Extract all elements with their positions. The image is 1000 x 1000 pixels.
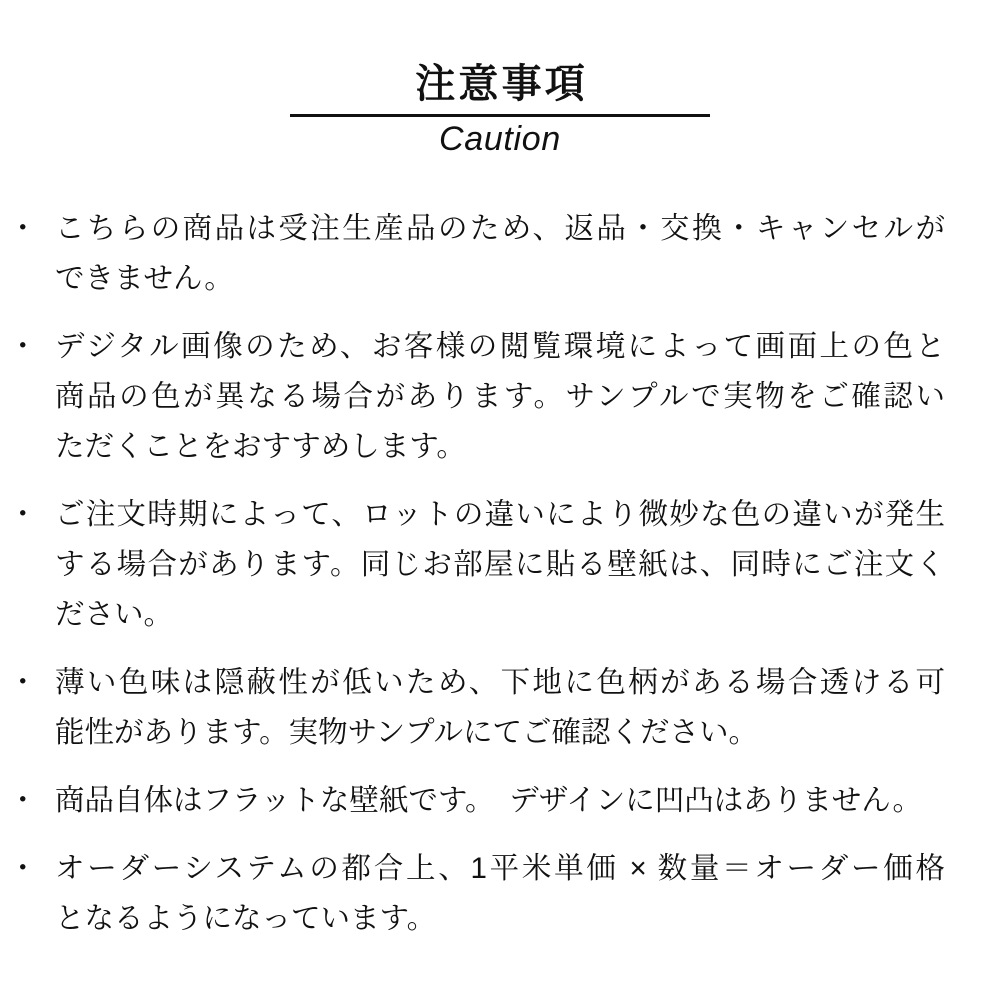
page-subtitle: Caution — [439, 120, 561, 158]
caution-item-5 — [8, 776, 945, 826]
caution-item-2 — [8, 322, 945, 472]
caution-item-4 — [8, 658, 945, 758]
caution-text-line: オーダーシステムの都合上、1平米単価 × 数量＝オーダー価格 — [55, 852, 945, 885]
caution-text-line: する場合があります。同じお部屋に貼る壁紙は、同時にご注文く — [55, 548, 945, 581]
caution-item-text — [55, 490, 945, 640]
bullet-icon: ・ — [8, 784, 38, 817]
caution-item-text — [55, 844, 945, 944]
caution-list — [0, 204, 1000, 944]
caution-item-text — [55, 776, 945, 826]
bullet-icon: ・ — [8, 852, 38, 885]
caution-text-line: できません。 — [55, 262, 234, 295]
caution-text-line: となるようになっています。 — [55, 902, 437, 935]
caution-item-6 — [8, 844, 945, 944]
bullet-icon: ・ — [8, 666, 38, 699]
caution-item-text — [55, 204, 945, 304]
caution-text-line: デジタル画像のため、お客様の閲覧環境によって画面上の色と — [55, 330, 945, 363]
caution-text-line: ただくことをおすすめします。 — [55, 430, 466, 463]
caution-item-1 — [8, 204, 945, 304]
bullet-icon: ・ — [8, 212, 38, 245]
caution-item-text — [55, 658, 945, 758]
caution-text-line: 能性があります。実物サンプルにてご確認ください。 — [55, 716, 758, 749]
caution-item-3 — [8, 490, 945, 640]
caution-text-line: 薄い色味は隠蔽性が低いため、下地に色柄がある場合透ける可 — [55, 666, 945, 699]
caution-item-text — [55, 322, 945, 472]
bullet-icon: ・ — [8, 330, 38, 363]
caution-text-line: こちらの商品は受注生産品のため、返品・交換・キャンセルが — [55, 212, 945, 245]
bullet-icon: ・ — [8, 498, 38, 531]
page-header — [0, 0, 1000, 159]
page-title: 注意事項 — [415, 62, 588, 106]
caution-text-line: ご注文時期によって、ロットの違いにより微妙な色の違いが発生 — [55, 498, 945, 531]
caution-text-line: 商品自体はフラットな壁紙です。 デザインに凹凸はありません。 — [55, 784, 923, 817]
caution-text-line: 商品の色が異なる場合があります。サンプルで実物をご確認い — [55, 380, 945, 413]
title-divider — [290, 114, 710, 117]
caution-text-line: ださい。 — [55, 598, 174, 631]
